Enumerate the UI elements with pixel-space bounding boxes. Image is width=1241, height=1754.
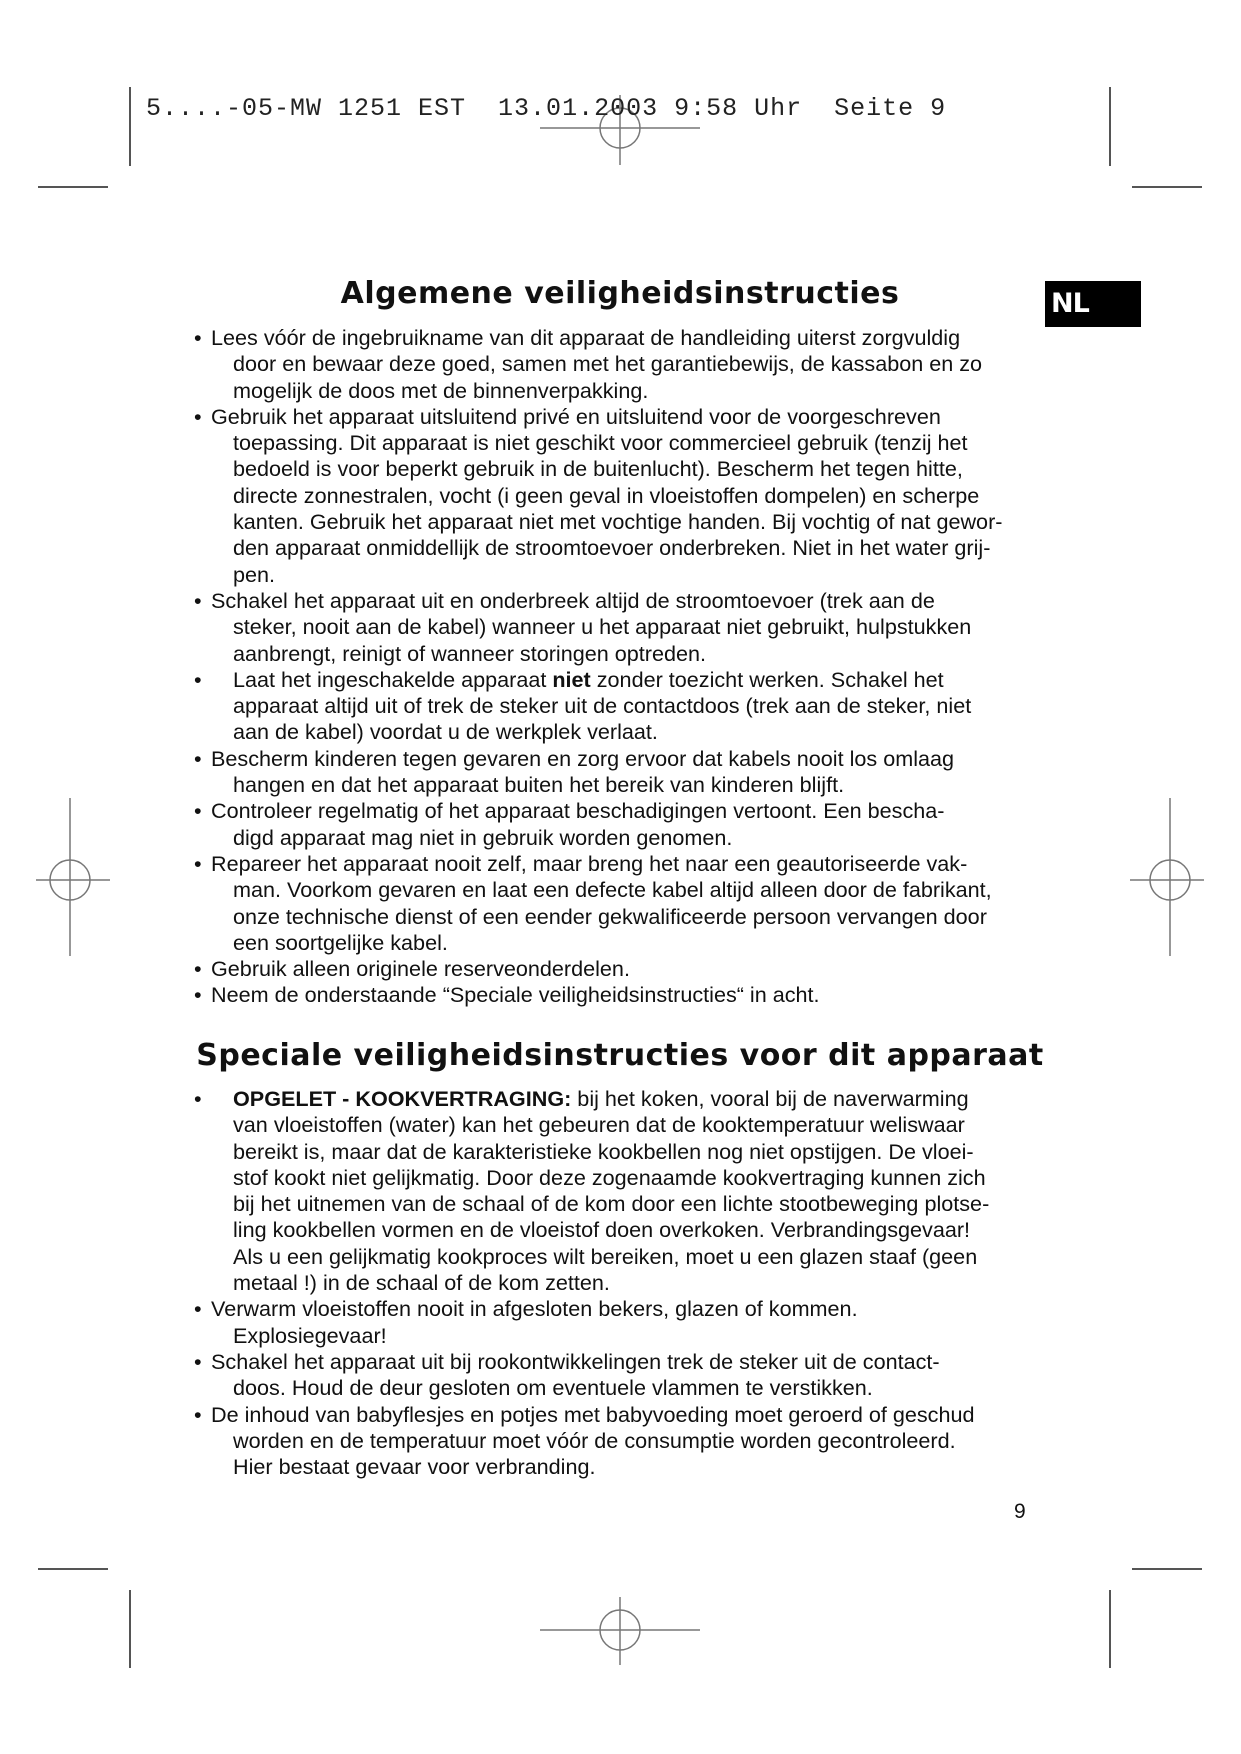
list-item: • OPGELET - KOOKVERTRAGING: bij het koken, vooral bij de naverwarming van vloeistoffen (water) kan het gebeuren dat de kooktemperatuur weliswaar bereikt is, maar dat de karakteristieke kookbellen nog niet opstijgen. De vloei- stof kookt niet gelijkmatig. Door deze zogenaamde kookvertraging kunnen zich bij het uitnemen van de schaal of de kom door een lichte stootbeweging plotse- ling kookbellen vormen en de vloeistof doen overkoken. Verbrandingsgevaar! Als u een gelijkmatig kookproces wilt bereiken, moet u een glazen staaf (geen metaal !) in de schaal of de kom zetten.: [0, 1086, 1033, 1296]
registration-target-right: [1130, 798, 1204, 956]
list-item: • Gebruik het apparaat uitsluitend privé en uitsluitend voor de voorgeschreven toepassing. Dit apparaat is niet geschikt voor commercieel gebruik (tenzij het bedoeld is voor beperkt gebruik in de buitenlucht). Bescherm het tegen hitte, directe zonnestralen, vocht (i geen geval in vloeistoffen dompelen) en scherpe kanten. Gebruik het apparaat niet met vochtige handen. Bij vochtig of nat gewor- den apparaat onmiddellijk de stroomtoevoer onderbreken. Niet in het water grij- pen.: [0, 404, 1033, 588]
list-item: • Controleer regelmatig of het apparaat beschadigingen vertoont. Een bescha- digd apparaat mag niet in gebruik worden genomen.: [0, 798, 1033, 851]
list-item: • Neem de onderstaande “Speciale veiligheidsinstructies“ in acht.: [0, 982, 1033, 1008]
print-slug-header: 5....-05-MW 1251 EST 13.01.2003 9:58 Uhr Seite 9: [146, 94, 947, 123]
list-item: • Schakel het apparaat uit en onderbreek altijd de stroomtoevoer (trek aan de steker, nooit aan de kabel) wanneer u het apparaat niet gebruikt, hulpstukken aanbrengt, reinigt of wanneer storingen optreden.: [0, 588, 1033, 667]
language-tab: NL: [1045, 281, 1141, 327]
list-item: • Repareer het apparaat nooit zelf, maar breng het naar een geautoriseerde vak- man. Voorkom gevaren en laat een defecte kabel altijd alleen door de fabrikant, onze technische dienst of een eender gekwalificeerde persoon vervangen door een soortgelijke kabel.: [0, 851, 1033, 956]
page-number: 9: [1014, 1500, 1026, 1523]
list-item: • Schakel het apparaat uit bij rookontwikkelingen trek de steker uit de contact- doos. Houd de deur gesloten om eventuele vlammen te verstikken.: [0, 1349, 1033, 1402]
warning-label: OPGELET - KOOKVERTRAGING:: [233, 1086, 572, 1111]
list-item: • De inhoud van babyflesjes en potjes met babyvoeding moet geroerd of geschud worden en de temperatuur moet vóór de consumptie worden gecontroleerd. Hier bestaat gevaar voor verbranding.: [0, 1402, 1033, 1481]
section-title-special-safety: Speciale veiligheidsinstructies voor dit apparaat: [196, 1038, 1044, 1073]
special-safety-list: [0, 1086, 1033, 1480]
list-item: • Verwarm vloeistoffen nooit in afgesloten bekers, glazen of kommen. Explosiegevaar!: [0, 1296, 1033, 1349]
list-item: • Laat het ingeschakelde apparaat niet zonder toezicht werken. Schakel het apparaat altijd uit of trek de steker uit de contactdoos (trek aan de steker, niet aan de kabel) voordat u de werkplek verlaat.: [0, 667, 1033, 746]
general-safety-list: [0, 325, 1033, 1009]
list-item: • Lees vóór de ingebruikname van dit apparaat de handleiding uiterst zorgvuldig door en bewaar deze goed, samen met het garantiebewijs, de kassabon en zo mogelijk de doos met de binnenverpakking.: [0, 325, 1033, 404]
section-title-general-safety: Algemene veiligheidsinstructies: [340, 276, 900, 311]
list-item: • Bescherm kinderen tegen gevaren en zorg ervoor dat kabels nooit los omlaag hangen en dat het apparaat buiten het bereik van kinderen blijft.: [0, 746, 1033, 799]
list-item: • Gebruik alleen originele reserveonderdelen.: [0, 956, 1033, 982]
emphasis-niet: niet: [552, 666, 591, 692]
registration-target-bottom: [540, 1597, 700, 1665]
